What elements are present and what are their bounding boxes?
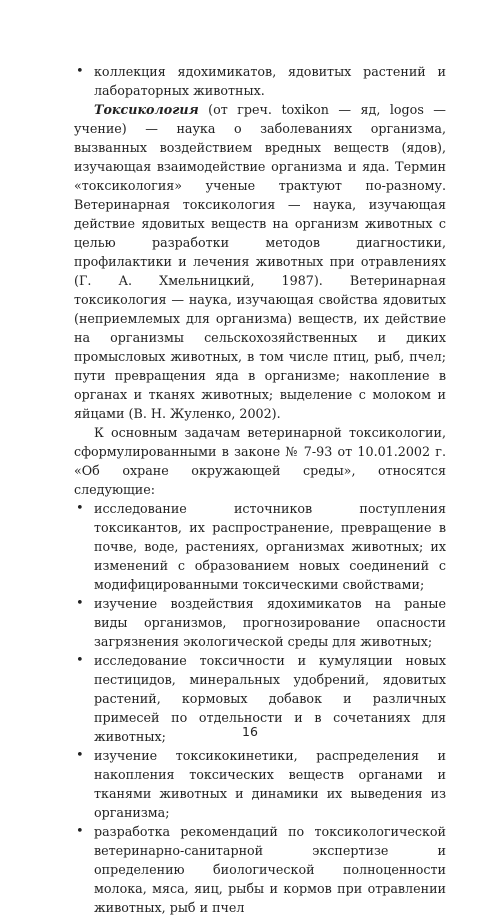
list-item-text: разработка рекомендаций по токсикологической ветеринарно-санитарной экспертизе и определению биологической полноценности молока, мяса, яиц, рыбы и кормов при отравлении животных, рыб и пчел — [94, 824, 446, 915]
list-item-text: коллекция ядохимикатов, ядовитых растений и лабораторных животных. — [94, 64, 446, 98]
bullet-icon: • — [76, 596, 84, 611]
list-item — [74, 62, 446, 100]
list-item-text: исследование токсичности и кумуляции новых пестицидов, минеральных удобрений, ядовитых растений, кормовых добавок и различных примесей по отдельности и в сочетаниях для животных; — [94, 653, 446, 744]
definition-text: (от греч. toxikon — яд, logos — учение) — наука о заболеваниях организма, вызванных воздействием вредных веществ (ядов), изучающая взаимодействие организма и яда. Термин «токсикология» ученые трактуют по-разному. Ветеринарная токсикология — наука, изучающая действие ядовитых веществ на организм животных с целью разработки методов диагностики, профилактики и лечения животных при отравлениях (Г. А. Хмельницкий, 1987). Ветеринарная токсикология — наука, изучающая свойства ядовитых (неприемлемых для организма) веществ, их действие на организмы сельскохозяйственных и диких промысловых животных, в том числе птиц, рыб, пчел; пути превращения яда в организме; накопление в органах и тканях животных; выделение с молоком и яйцами (В. Н. Жуленко, 2002). — [74, 102, 446, 421]
list-item-text: изучение воздействия ядохимикатов на раныe виды организмов, прогнозирование опасности загрязнения экологической среды для животных; — [94, 596, 446, 649]
list-item — [74, 499, 446, 594]
bullet-icon: • — [76, 501, 84, 516]
list-item — [74, 822, 446, 917]
bullet-icon: • — [76, 824, 84, 839]
list-item — [74, 746, 446, 822]
bullet-icon: • — [76, 64, 84, 79]
bullet-icon: • — [76, 748, 84, 763]
list-item-text: изучение токсикокинетики, распределения и накопления токсических веществ органами и тканями животных и динамики их выведения из организма; — [94, 748, 446, 820]
bullet-icon: • — [76, 653, 84, 668]
definition-paragraph — [74, 100, 446, 423]
tasks-intro-paragraph: К основным задачам ветеринарной токсикологии, сформулированными в законе № 7-93 от 10.01.2002 г. «Об охране окружающей среды», относятся следующие: — [74, 425, 446, 497]
page-body — [74, 62, 446, 917]
page-number: 16 — [242, 724, 258, 739]
list-item — [74, 594, 446, 651]
list-item-text: исследование источников поступления токсикантов, их распространение, превращение в почве, воде, растениях, организмах животных; их изменений с образованием новых соединений с модифицированными токсическими свойствами; — [94, 501, 446, 592]
definition-term: Токсикология — [94, 102, 199, 117]
